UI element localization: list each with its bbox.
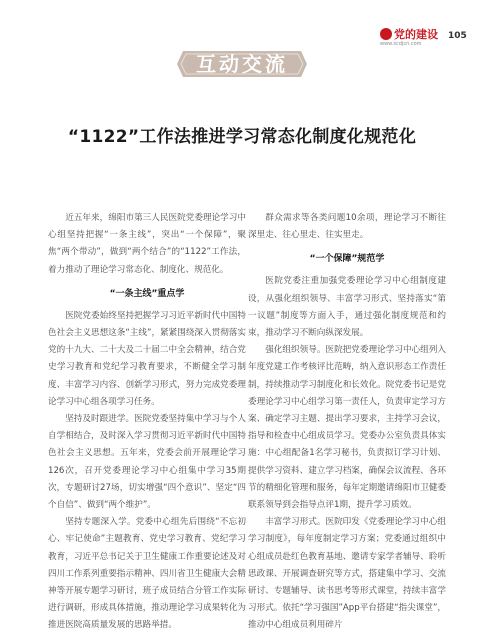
paragraph: 医院党委始终坚持把握学习习近平新时代中国特色社会主义思想这条“主线”，紧紧围绕深入贯彻落实党的十九大、二十大及二十届二中全会精神，结合党史学习教育和党纪学习教育要求，不断健全学习制度、丰富学习内容、创新学习形式，努力完成党委理论学习中心组各项学习任务。 [48,310,246,407]
paragraph: 丰富学习形式。医院印发《党委理论学习中心组学习制度》，每年度制定学习方案；党委通过组织中心组成员赴红色教育基地、邀请专家学者辅导、聆听思政课、开展调查研究等方式，搭建集中学习、交流研讨、专题辅导、读书思考等形式课堂，持续丰富学习形式。依托“学习强国”App平台搭建“指尖课堂”，推动中心组成员利用碎片 [248,517,446,631]
section-banner [177,51,307,77]
banner-label: 互动交流 [196,52,288,76]
logo-text: 党的建设 [394,28,438,41]
paragraph: 近五年来，绵阳市第三人民医院党委理论学习中心组坚持把握“一条主线”，突出“一个保障”，聚焦“两个带动”，做到“两个结合”的“1122”工作法，着力推动了理论学习常态化、制度化、规范化。 [48,213,246,275]
left-column [48,210,246,635]
right-column [248,210,446,635]
page-number: 105 [448,31,467,41]
paragraph: 医院党委注重加强党委理论学习中心组制度建设，从强化组织领导、丰富学习形式、坚持落实“第一议题”制度等方面入手，通过强化制度规范和约束，推动学习不断向纵深发展。 [248,276,446,339]
section-heading: “一个保障”规范学 [309,254,385,265]
paragraph: 群众需求等各类问题10余项，理论学习不断往深里走、往心里走、往实里走。 [248,213,446,241]
paragraph: 坚持专题深入学。党委中心组先后围绕“不忘初心、牢记使命”主题教育、党史学习教育、党纪学习教育，习近平总书记关于卫生健康工作重要论述及对四川工作系列重要指示精神、四川省卫生健康大会精神等开展专题学习研讨，班子成员结合分管工作实际进行调研，形成具体措施，推动理论学习成果转化为推进医院高质量发展的思路举措。 [48,517,246,631]
party-emblem-icon [380,28,392,40]
paragraph: 坚持及时跟进学。医院党委坚持集中学习与个人自学相结合，及时深入学习贯彻习近平新时代中国特色社会主义思想。五年来，党委会前开展理论学习126次，召开党委理论学习中心组集中学习35期次，专题研讨27场，切实增强“四个意识”、坚定“四个自信”、做到“两个维护”。 [48,414,246,511]
magazine-logo [380,28,442,48]
logo-url: www.scdjcn.com [380,41,422,47]
section-heading: “一条主线”重点学 [109,288,185,299]
paragraph: 强化组织领导。医院把党委理论学习中心组列入年度党建工作考核评比范畴，纳入意识形态工作责任制，持续推动学习制度化和长效化。院党委书记是党委理论学习中心组学习第一责任人，负责审定学习方案、确定学习主题、提出学习要求，主持学习会议，指导和检查中心组成员学习。党委办公室负责具体实施：中心组配备1名学习秘书，负责拟订学习计划、提供学习资料、建立学习档案，确保会议流程、各环节的精细化管理和服务，每年定期邀请绵阳市卫健委联系领导到会指导点评1期，提升学习质效。 [248,345,446,511]
article-title: “1122”工作法推进学习常态化制度化规范化 [67,127,417,147]
page-header [0,0,484,58]
